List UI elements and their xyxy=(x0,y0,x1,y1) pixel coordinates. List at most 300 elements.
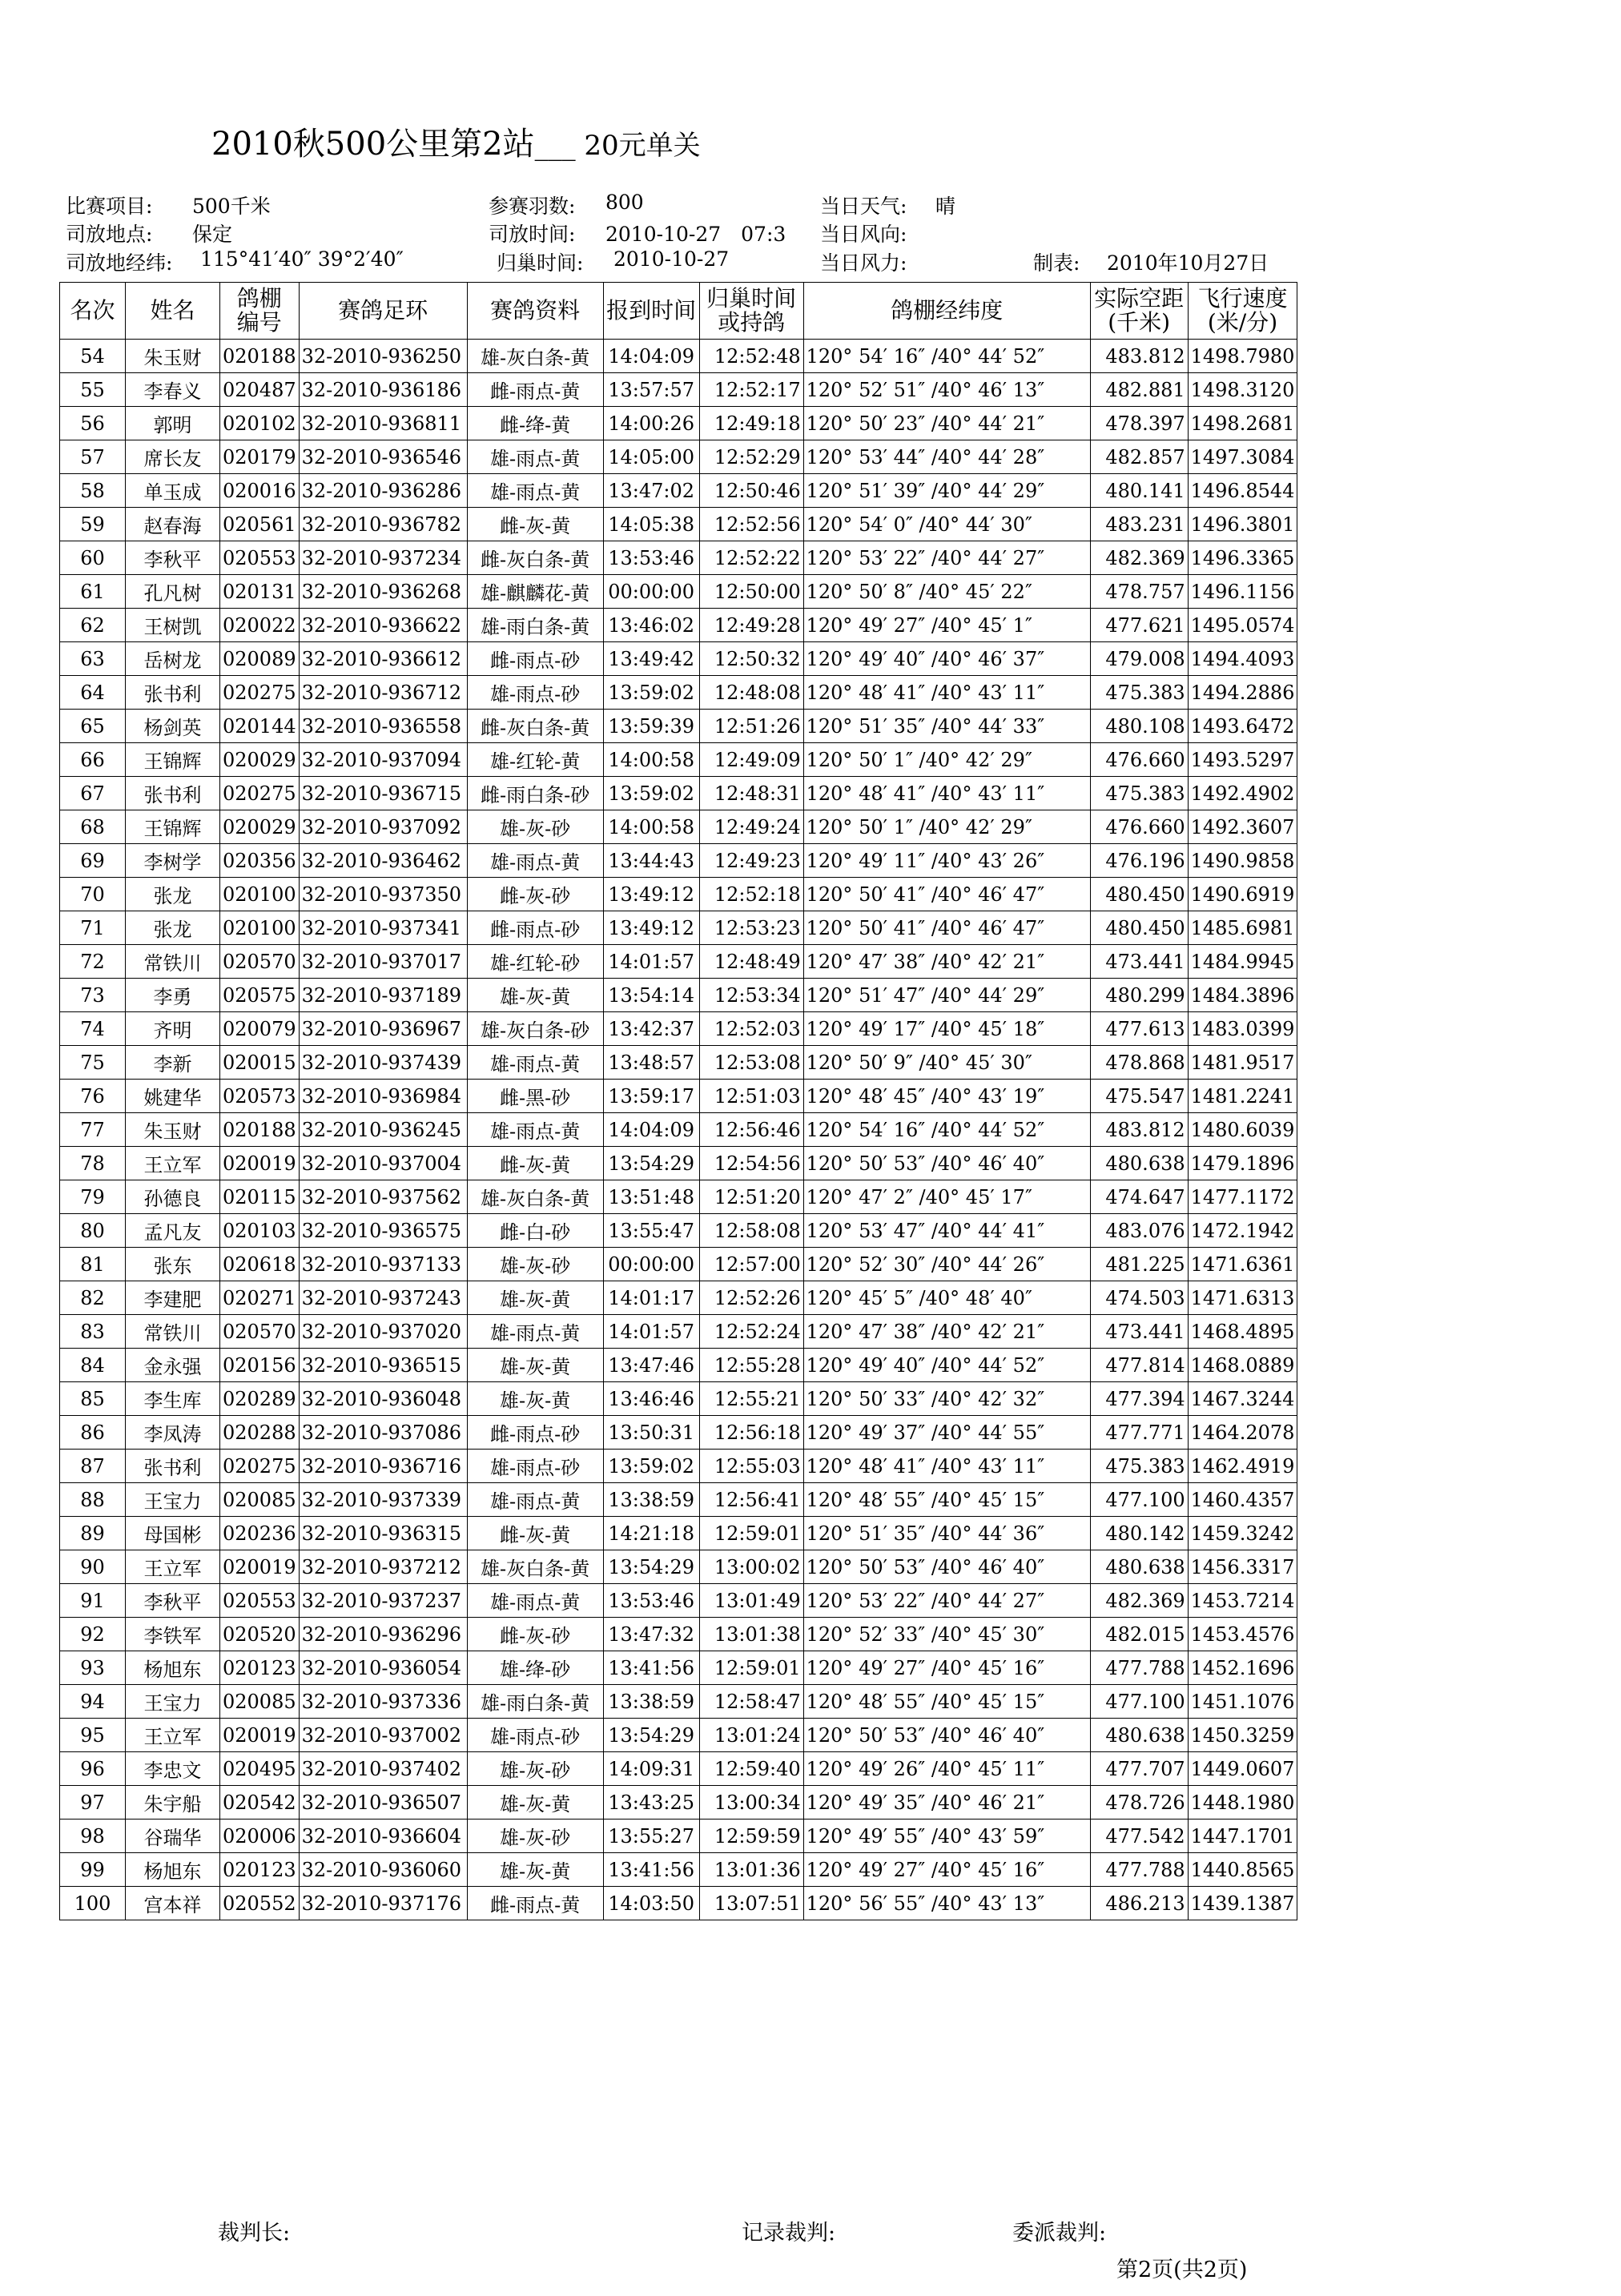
cell-coord: 120° 49′ 17″ /40° 45′ 18″ xyxy=(803,1012,1090,1046)
cell-distance: 478.868 xyxy=(1090,1046,1188,1080)
cell-report-time: 13:47:32 xyxy=(603,1618,699,1651)
table-row xyxy=(60,1752,1297,1786)
cell-loft-id: 020575 xyxy=(220,979,300,1012)
cell-return-time: 12:52:24 xyxy=(699,1315,803,1349)
cell-info: 雄-灰-砂 xyxy=(467,810,603,844)
table-row xyxy=(60,1887,1297,1920)
cell-ring: 32-2010-937341 xyxy=(299,911,467,945)
cell-speed: 1498.2681 xyxy=(1188,407,1297,440)
table-row xyxy=(60,1046,1297,1080)
cell-info: 雌-雨点-砂 xyxy=(467,642,603,676)
table-header-row xyxy=(60,283,1297,340)
cell-speed: 1481.9517 xyxy=(1188,1046,1297,1080)
table-row xyxy=(60,1281,1297,1315)
cell-report-time: 13:46:46 xyxy=(603,1382,699,1416)
cell-loft-id: 020618 xyxy=(220,1248,300,1281)
chief-judge-label: 裁判长: xyxy=(218,2221,291,2246)
cell-report-time: 13:47:46 xyxy=(603,1349,699,1382)
cell-speed: 1449.0607 xyxy=(1188,1752,1297,1786)
cell-return-time: 12:49:28 xyxy=(699,609,803,642)
cell-report-time: 13:59:02 xyxy=(603,777,699,810)
cell-info: 雌-雨点-黄 xyxy=(467,1887,603,1920)
cell-coord: 120° 49′ 26″ /40° 45′ 11″ xyxy=(803,1752,1090,1786)
cell-distance: 477.771 xyxy=(1090,1416,1188,1450)
cell-rank: 79 xyxy=(60,1180,126,1214)
cell-return-time: 12:56:46 xyxy=(699,1113,803,1147)
cell-report-time: 13:41:56 xyxy=(603,1651,699,1685)
cell-name: 单玉成 xyxy=(126,474,220,508)
cell-loft-id: 020029 xyxy=(220,743,300,777)
cell-speed: 1494.4093 xyxy=(1188,642,1297,676)
table-row xyxy=(60,1584,1297,1618)
cell-info: 雄-灰白条-砂 xyxy=(467,1012,603,1046)
cell-return-time: 12:51:26 xyxy=(699,710,803,743)
cell-report-time: 14:09:31 xyxy=(603,1752,699,1786)
cell-info: 雄-灰-黄 xyxy=(467,979,603,1012)
cell-rank: 83 xyxy=(60,1315,126,1349)
cell-return-time: 12:59:59 xyxy=(699,1820,803,1853)
cell-return-time: 12:50:46 xyxy=(699,474,803,508)
cell-return-time: 12:49:23 xyxy=(699,844,803,878)
cell-rank: 89 xyxy=(60,1517,126,1550)
cell-coord: 120° 53′ 22″ /40° 44′ 27″ xyxy=(803,541,1090,575)
cell-speed: 1453.4576 xyxy=(1188,1618,1297,1651)
cell-rank: 76 xyxy=(60,1080,126,1113)
cell-ring: 32-2010-937004 xyxy=(299,1147,467,1180)
cell-speed: 1480.6039 xyxy=(1188,1113,1297,1147)
cell-rank: 100 xyxy=(60,1887,126,1920)
cell-rank: 72 xyxy=(60,945,126,979)
cell-distance: 474.647 xyxy=(1090,1180,1188,1214)
table-row xyxy=(60,777,1297,810)
cell-coord: 120° 53′ 44″ /40° 44′ 28″ xyxy=(803,440,1090,474)
assigned-judge-label: 委派裁判: xyxy=(1012,2221,1107,2246)
cell-report-time: 13:44:43 xyxy=(603,844,699,878)
cell-return-time: 12:51:20 xyxy=(699,1180,803,1214)
cell-loft-id: 020115 xyxy=(220,1180,300,1214)
cell-info: 雄-雨点-黄 xyxy=(467,1584,603,1618)
cell-rank: 84 xyxy=(60,1349,126,1382)
cell-speed: 1490.9858 xyxy=(1188,844,1297,878)
cell-name: 宫本祥 xyxy=(126,1887,220,1920)
cell-report-time: 13:51:48 xyxy=(603,1180,699,1214)
cell-name: 朱玉财 xyxy=(126,340,220,373)
cell-return-time: 12:53:08 xyxy=(699,1046,803,1080)
table-row xyxy=(60,440,1297,474)
cell-info: 雌-灰-砂 xyxy=(467,878,603,911)
cell-return-time: 12:53:34 xyxy=(699,979,803,1012)
cell-speed: 1464.2078 xyxy=(1188,1416,1297,1450)
cell-info: 雄-红轮-黄 xyxy=(467,743,603,777)
table-row xyxy=(60,710,1297,743)
table-row xyxy=(60,911,1297,945)
table-row xyxy=(60,642,1297,676)
cell-info: 雄-麒麟花-黄 xyxy=(467,575,603,609)
cell-info: 雄-红轮-砂 xyxy=(467,945,603,979)
cell-coord: 120° 54′ 16″ /40° 44′ 52″ xyxy=(803,340,1090,373)
cell-return-time: 12:53:23 xyxy=(699,911,803,945)
race-item-value: 500千米 xyxy=(192,195,271,218)
cell-ring: 32-2010-936245 xyxy=(299,1113,467,1147)
table-row xyxy=(60,340,1297,373)
table-row xyxy=(60,1685,1297,1719)
cell-coord: 120° 50′ 23″ /40° 44′ 21″ xyxy=(803,407,1090,440)
cell-distance: 475.383 xyxy=(1090,1450,1188,1483)
table-row xyxy=(60,1550,1297,1584)
cell-rank: 88 xyxy=(60,1483,126,1517)
cell-speed: 1451.1076 xyxy=(1188,1685,1297,1719)
cell-coord: 120° 51′ 47″ /40° 44′ 29″ xyxy=(803,979,1090,1012)
cell-loft-id: 020271 xyxy=(220,1281,300,1315)
cell-loft-id: 020188 xyxy=(220,1113,300,1147)
cell-coord: 120° 53′ 47″ /40° 44′ 41″ xyxy=(803,1214,1090,1248)
cell-loft-id: 020356 xyxy=(220,844,300,878)
cell-report-time: 13:41:56 xyxy=(603,1853,699,1887)
cell-report-time: 13:59:02 xyxy=(603,1450,699,1483)
col-speed: 飞行速度 (米/分) xyxy=(1188,283,1297,340)
cell-rank: 90 xyxy=(60,1550,126,1584)
cell-distance: 482.369 xyxy=(1090,541,1188,575)
table-row xyxy=(60,1382,1297,1416)
table-row xyxy=(60,1349,1297,1382)
cell-rank: 68 xyxy=(60,810,126,844)
cell-rank: 71 xyxy=(60,911,126,945)
cell-coord: 120° 54′ 0″ /40° 44′ 30″ xyxy=(803,508,1090,541)
cell-ring: 32-2010-937189 xyxy=(299,979,467,1012)
cell-name: 张龙 xyxy=(126,878,220,911)
cell-ring: 32-2010-937092 xyxy=(299,810,467,844)
cell-coord: 120° 50′ 1″ /40° 42′ 29″ xyxy=(803,810,1090,844)
table-row xyxy=(60,1147,1297,1180)
table-row xyxy=(60,945,1297,979)
cell-info: 雄-灰白条-黄 xyxy=(467,1550,603,1584)
table-row xyxy=(60,1248,1297,1281)
cell-ring: 32-2010-937234 xyxy=(299,541,467,575)
cell-coord: 120° 50′ 8″ /40° 45′ 22″ xyxy=(803,575,1090,609)
cell-name: 杨剑英 xyxy=(126,710,220,743)
cell-name: 姚建华 xyxy=(126,1080,220,1113)
page-title xyxy=(211,119,701,164)
cell-ring: 32-2010-937237 xyxy=(299,1584,467,1618)
cell-loft-id: 020079 xyxy=(220,1012,300,1046)
cell-ring: 32-2010-937017 xyxy=(299,945,467,979)
cell-distance: 480.450 xyxy=(1090,911,1188,945)
cell-name: 王锦辉 xyxy=(126,810,220,844)
cell-name: 常铁川 xyxy=(126,945,220,979)
cell-distance: 477.814 xyxy=(1090,1349,1188,1382)
cell-return-time: 13:01:36 xyxy=(699,1853,803,1887)
cell-name: 孙德良 xyxy=(126,1180,220,1214)
cell-name: 杨旭东 xyxy=(126,1651,220,1685)
cell-ring: 32-2010-936462 xyxy=(299,844,467,878)
table-row xyxy=(60,1315,1297,1349)
cell-coord: 120° 52′ 51″ /40° 46′ 13″ xyxy=(803,373,1090,407)
cell-loft-id: 020029 xyxy=(220,810,300,844)
cell-info: 雌-灰-黄 xyxy=(467,1517,603,1550)
cell-return-time: 12:48:31 xyxy=(699,777,803,810)
cell-rank: 73 xyxy=(60,979,126,1012)
cell-coord: 120° 49′ 27″ /40° 45′ 1″ xyxy=(803,609,1090,642)
table-row xyxy=(60,1651,1297,1685)
cell-rank: 75 xyxy=(60,1046,126,1080)
cell-ring: 32-2010-936268 xyxy=(299,575,467,609)
cell-distance: 482.881 xyxy=(1090,373,1188,407)
cell-speed: 1459.3242 xyxy=(1188,1517,1297,1550)
table-row xyxy=(60,474,1297,508)
cell-coord: 120° 45′ 5″ /40° 48′ 40″ xyxy=(803,1281,1090,1315)
cell-ring: 32-2010-936715 xyxy=(299,777,467,810)
cell-loft-id: 020019 xyxy=(220,1719,300,1752)
cell-distance: 480.638 xyxy=(1090,1719,1188,1752)
cell-return-time: 12:52:29 xyxy=(699,440,803,474)
cell-info: 雌-白-砂 xyxy=(467,1214,603,1248)
cell-rank: 78 xyxy=(60,1147,126,1180)
cell-ring: 32-2010-936604 xyxy=(299,1820,467,1853)
cell-info: 雄-灰-黄 xyxy=(467,1853,603,1887)
title-main: 2010秋500公里第2站 xyxy=(211,126,535,163)
cell-info: 雄-雨点-黄 xyxy=(467,1113,603,1147)
cell-distance: 480.299 xyxy=(1090,979,1188,1012)
cell-ring: 32-2010-937086 xyxy=(299,1416,467,1450)
cell-rank: 69 xyxy=(60,844,126,878)
record-judge-label: 记录裁判: xyxy=(742,2221,836,2246)
table-row xyxy=(60,373,1297,407)
cell-ring: 32-2010-936712 xyxy=(299,676,467,710)
cell-distance: 480.142 xyxy=(1090,1517,1188,1550)
cell-speed: 1479.1896 xyxy=(1188,1147,1297,1180)
cell-loft-id: 020085 xyxy=(220,1483,300,1517)
cell-loft-id: 020553 xyxy=(220,1584,300,1618)
cell-loft-id: 020570 xyxy=(220,945,300,979)
cell-report-time: 13:54:29 xyxy=(603,1719,699,1752)
cell-name: 孔凡树 xyxy=(126,575,220,609)
cell-info: 雄-雨点-黄 xyxy=(467,1046,603,1080)
cell-coord: 120° 52′ 30″ /40° 44′ 26″ xyxy=(803,1248,1090,1281)
cell-name: 赵春海 xyxy=(126,508,220,541)
cell-name: 谷瑞华 xyxy=(126,1820,220,1853)
cell-report-time: 14:05:38 xyxy=(603,508,699,541)
cell-name: 母国彬 xyxy=(126,1517,220,1550)
table-row xyxy=(60,1450,1297,1483)
cell-speed: 1467.3244 xyxy=(1188,1382,1297,1416)
cell-loft-id: 020495 xyxy=(220,1752,300,1786)
cell-coord: 120° 51′ 35″ /40° 44′ 36″ xyxy=(803,1517,1090,1550)
release-time-value: 2010-10-27 07:3 xyxy=(605,223,786,246)
cell-speed: 1472.1942 xyxy=(1188,1214,1297,1248)
cell-ring: 32-2010-936054 xyxy=(299,1651,467,1685)
cell-speed: 1484.9945 xyxy=(1188,945,1297,979)
cell-distance: 483.076 xyxy=(1090,1214,1188,1248)
cell-ring: 32-2010-937336 xyxy=(299,1685,467,1719)
cell-loft-id: 020552 xyxy=(220,1887,300,1920)
title-suffix: ___ 20元单关 xyxy=(534,130,701,162)
cell-report-time: 13:49:12 xyxy=(603,878,699,911)
cell-coord: 120° 48′ 41″ /40° 43′ 11″ xyxy=(803,676,1090,710)
return-time-value: 2010-10-27 xyxy=(613,247,730,271)
col-info: 赛鸽资料 xyxy=(467,283,603,340)
table-row xyxy=(60,1113,1297,1147)
cell-info: 雌-灰白条-黄 xyxy=(467,710,603,743)
cell-coord: 120° 49′ 40″ /40° 46′ 37″ xyxy=(803,642,1090,676)
cell-return-time: 12:52:48 xyxy=(699,340,803,373)
birds-label: 参赛羽数: xyxy=(489,195,576,218)
cell-info: 雄-雨点-黄 xyxy=(467,474,603,508)
cell-loft-id: 020022 xyxy=(220,609,300,642)
cell-loft-id: 020275 xyxy=(220,676,300,710)
table-row xyxy=(60,1786,1297,1820)
weather-value: 晴 xyxy=(935,195,956,218)
cell-name: 金永强 xyxy=(126,1349,220,1382)
cell-loft-id: 020179 xyxy=(220,440,300,474)
cell-coord: 120° 54′ 16″ /40° 44′ 52″ xyxy=(803,1113,1090,1147)
col-name: 姓名 xyxy=(126,283,220,340)
cell-loft-id: 020236 xyxy=(220,1517,300,1550)
cell-loft-id: 020131 xyxy=(220,575,300,609)
cell-distance: 476.196 xyxy=(1090,844,1188,878)
cell-coord: 120° 50′ 53″ /40° 46′ 40″ xyxy=(803,1550,1090,1584)
table-row xyxy=(60,979,1297,1012)
cell-report-time: 13:55:47 xyxy=(603,1214,699,1248)
cell-speed: 1481.2241 xyxy=(1188,1080,1297,1113)
cell-return-time: 12:56:18 xyxy=(699,1416,803,1450)
cell-return-time: 13:01:38 xyxy=(699,1618,803,1651)
cell-ring: 32-2010-937439 xyxy=(299,1046,467,1080)
cell-speed: 1492.4902 xyxy=(1188,777,1297,810)
table-row xyxy=(60,508,1297,541)
page-number: 第2页(共2页) xyxy=(1116,2258,1248,2282)
cell-ring: 32-2010-937212 xyxy=(299,1550,467,1584)
birds-value: 800 xyxy=(605,191,644,214)
cell-return-time: 12:49:09 xyxy=(699,743,803,777)
col-loft-id: 鸽棚 编号 xyxy=(220,283,300,340)
cell-ring: 32-2010-936984 xyxy=(299,1080,467,1113)
cell-report-time: 13:38:59 xyxy=(603,1685,699,1719)
cell-name: 王立军 xyxy=(126,1147,220,1180)
cell-distance: 477.788 xyxy=(1090,1853,1188,1887)
cell-ring: 32-2010-937350 xyxy=(299,878,467,911)
cell-info: 雄-灰-黄 xyxy=(467,1281,603,1315)
cell-return-time: 12:55:21 xyxy=(699,1382,803,1416)
cell-distance: 478.726 xyxy=(1090,1786,1188,1820)
cell-ring: 32-2010-936558 xyxy=(299,710,467,743)
cell-report-time: 13:49:42 xyxy=(603,642,699,676)
cell-name: 李新 xyxy=(126,1046,220,1080)
cell-rank: 63 xyxy=(60,642,126,676)
cell-name: 王宝力 xyxy=(126,1483,220,1517)
cell-report-time: 13:54:14 xyxy=(603,979,699,1012)
cell-ring: 32-2010-936612 xyxy=(299,642,467,676)
cell-report-time: 13:49:12 xyxy=(603,911,699,945)
cell-loft-id: 020100 xyxy=(220,911,300,945)
cell-info: 雌-灰-砂 xyxy=(467,1618,603,1651)
cell-coord: 120° 49′ 37″ /40° 44′ 55″ xyxy=(803,1416,1090,1450)
cell-rank: 99 xyxy=(60,1853,126,1887)
cell-ring: 32-2010-936515 xyxy=(299,1349,467,1382)
cell-distance: 474.503 xyxy=(1090,1281,1188,1315)
cell-coord: 120° 47′ 38″ /40° 42′ 21″ xyxy=(803,1315,1090,1349)
cell-loft-id: 020520 xyxy=(220,1618,300,1651)
cell-name: 李生库 xyxy=(126,1382,220,1416)
cell-distance: 478.757 xyxy=(1090,575,1188,609)
race-item-label: 比赛项目: xyxy=(66,195,153,218)
cell-info: 雄-雨点-黄 xyxy=(467,1483,603,1517)
cell-report-time: 14:00:58 xyxy=(603,810,699,844)
cell-rank: 92 xyxy=(60,1618,126,1651)
cell-info: 雌-雨点-黄 xyxy=(467,373,603,407)
cell-rank: 94 xyxy=(60,1685,126,1719)
cell-coord: 120° 50′ 53″ /40° 46′ 40″ xyxy=(803,1719,1090,1752)
cell-return-time: 13:07:51 xyxy=(699,1887,803,1920)
cell-rank: 60 xyxy=(60,541,126,575)
cell-return-time: 12:55:03 xyxy=(699,1450,803,1483)
cell-name: 李凤涛 xyxy=(126,1416,220,1450)
cell-speed: 1498.3120 xyxy=(1188,373,1297,407)
cell-loft-id: 020123 xyxy=(220,1853,300,1887)
cell-loft-id: 020188 xyxy=(220,340,300,373)
cell-distance: 476.660 xyxy=(1090,743,1188,777)
cell-ring: 32-2010-936811 xyxy=(299,407,467,440)
cell-info: 雄-雨点-砂 xyxy=(467,1450,603,1483)
cell-speed: 1456.3317 xyxy=(1188,1550,1297,1584)
results-table xyxy=(59,282,1297,1920)
cell-return-time: 12:50:00 xyxy=(699,575,803,609)
cell-report-time: 14:04:09 xyxy=(603,1113,699,1147)
cell-ring: 32-2010-936060 xyxy=(299,1853,467,1887)
cell-speed: 1440.8565 xyxy=(1188,1853,1297,1887)
cell-coord: 120° 48′ 41″ /40° 43′ 11″ xyxy=(803,1450,1090,1483)
col-report-time: 报到时间 xyxy=(603,283,699,340)
cell-report-time: 13:46:02 xyxy=(603,609,699,642)
cell-loft-id: 020156 xyxy=(220,1349,300,1382)
cell-report-time: 14:01:57 xyxy=(603,945,699,979)
cell-distance: 481.225 xyxy=(1090,1248,1188,1281)
cell-report-time: 14:01:57 xyxy=(603,1315,699,1349)
cell-coord: 120° 47′ 2″ /40° 45′ 17″ xyxy=(803,1180,1090,1214)
cell-distance: 475.547 xyxy=(1090,1080,1188,1113)
cell-speed: 1498.7980 xyxy=(1188,340,1297,373)
cell-speed: 1485.6981 xyxy=(1188,911,1297,945)
cell-speed: 1468.4895 xyxy=(1188,1315,1297,1349)
cell-distance: 480.141 xyxy=(1090,474,1188,508)
cell-report-time: 00:00:00 xyxy=(603,1248,699,1281)
cell-rank: 81 xyxy=(60,1248,126,1281)
cell-return-time: 12:48:49 xyxy=(699,945,803,979)
cell-ring: 32-2010-936186 xyxy=(299,373,467,407)
cell-report-time: 13:50:31 xyxy=(603,1416,699,1450)
col-distance: 实际空距 (千米) xyxy=(1090,283,1188,340)
cell-coord: 120° 53′ 22″ /40° 44′ 27″ xyxy=(803,1584,1090,1618)
cell-name: 朱玉财 xyxy=(126,1113,220,1147)
cell-info: 雄-灰-砂 xyxy=(467,1752,603,1786)
cell-name: 王宝力 xyxy=(126,1685,220,1719)
cell-speed: 1490.6919 xyxy=(1188,878,1297,911)
cell-coord: 120° 49′ 35″ /40° 46′ 21″ xyxy=(803,1786,1090,1820)
table-row xyxy=(60,1416,1297,1450)
cell-name: 李秋平 xyxy=(126,1584,220,1618)
cell-loft-id: 020275 xyxy=(220,777,300,810)
cell-name: 孟凡友 xyxy=(126,1214,220,1248)
cell-report-time: 13:59:17 xyxy=(603,1080,699,1113)
cell-speed: 1471.6361 xyxy=(1188,1248,1297,1281)
cell-ring: 32-2010-937402 xyxy=(299,1752,467,1786)
cell-rank: 70 xyxy=(60,878,126,911)
cell-info: 雄-雨白条-黄 xyxy=(467,609,603,642)
cell-loft-id: 020487 xyxy=(220,373,300,407)
cell-info: 雄-灰-砂 xyxy=(467,1820,603,1853)
cell-rank: 58 xyxy=(60,474,126,508)
cell-info: 雌-绛-黄 xyxy=(467,407,603,440)
cell-report-time: 13:55:27 xyxy=(603,1820,699,1853)
